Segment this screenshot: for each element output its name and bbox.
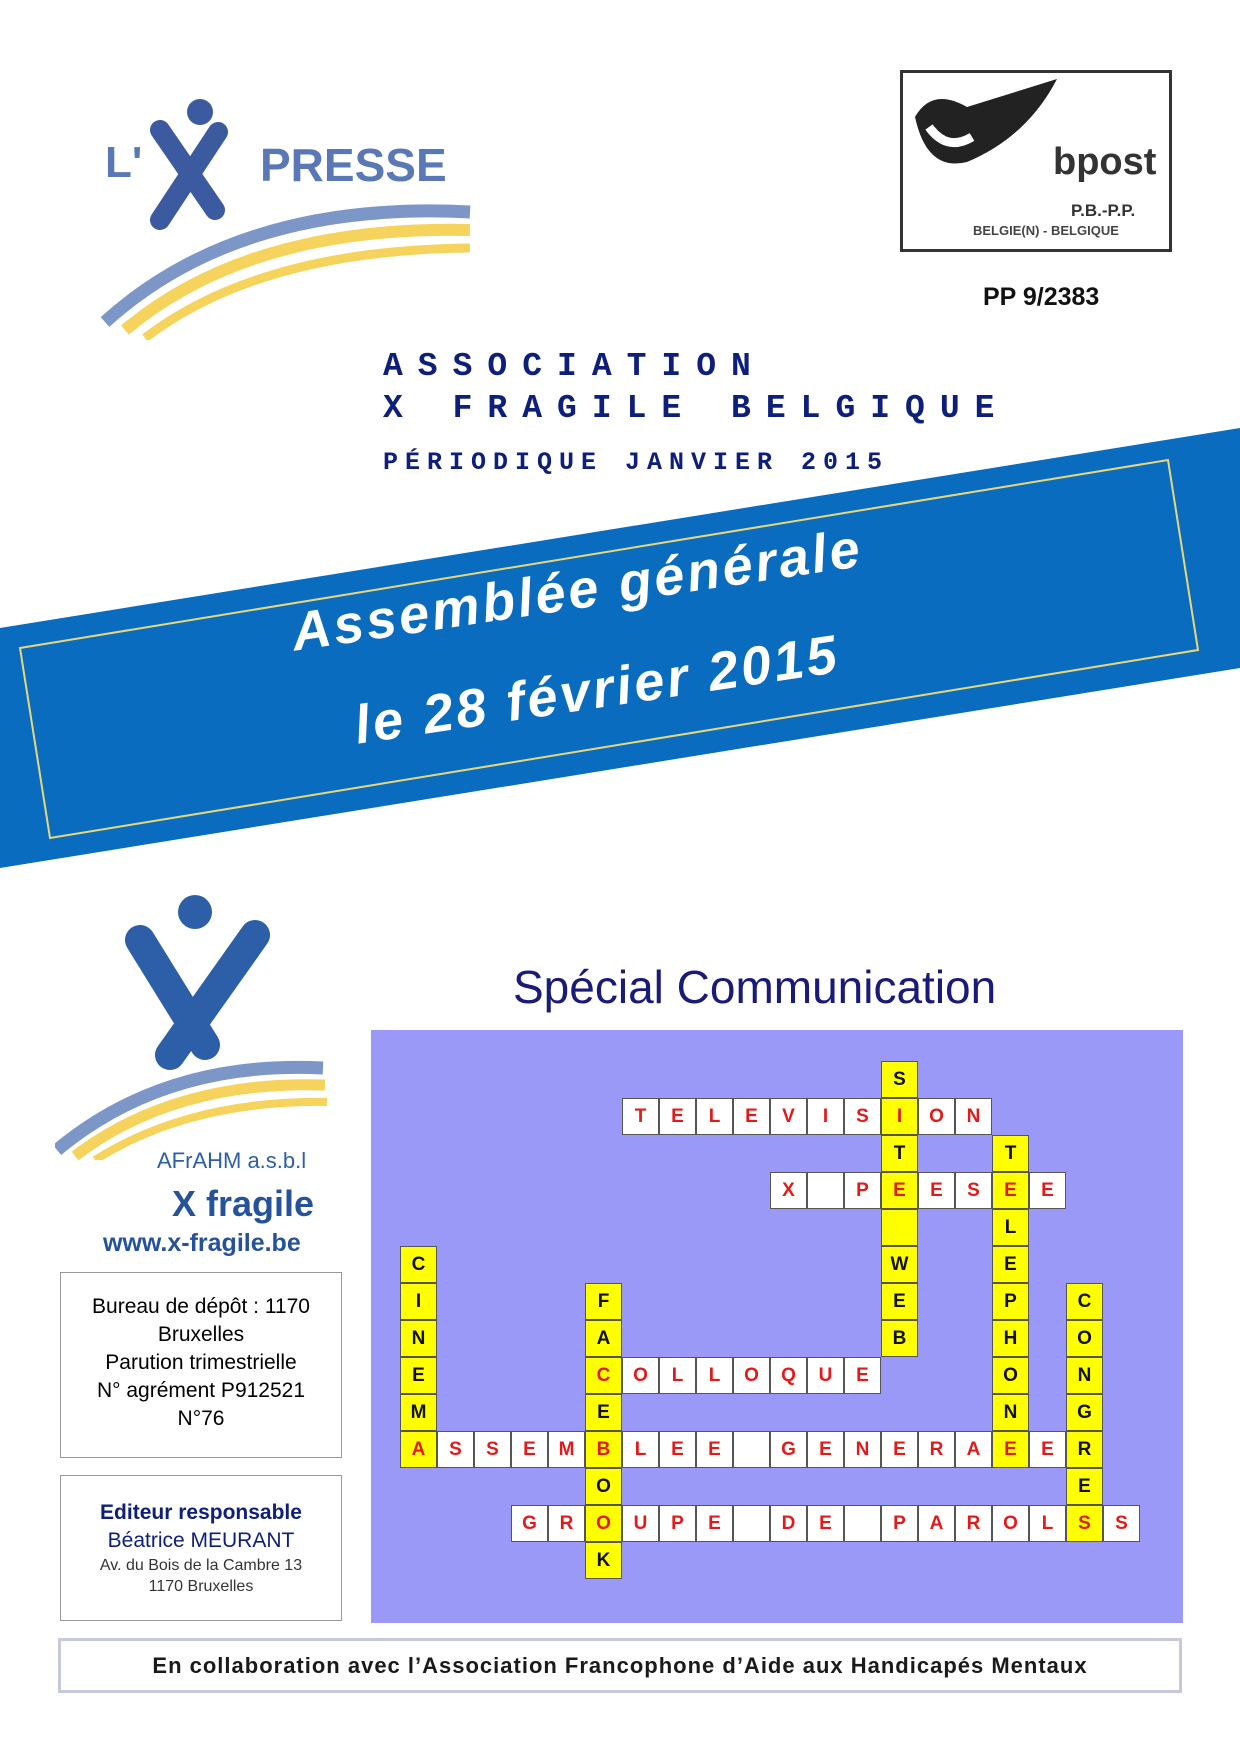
logo-presse-word: PRESSE <box>260 139 447 191</box>
crossword-cell: S <box>1066 1505 1103 1542</box>
banner-band <box>0 428 1240 868</box>
logo-l-prefix: L' <box>105 138 143 187</box>
depot-line-3: Parution trimestrielle <box>105 1351 297 1374</box>
crossword-cell: E <box>992 1246 1029 1283</box>
crossword-cell: N <box>992 1394 1029 1431</box>
editor-name: Béatrice MEURANT <box>107 1529 295 1552</box>
crossword-cell: P <box>844 1172 881 1209</box>
crossword-cell: U <box>622 1505 659 1542</box>
crossword-cell <box>733 1431 770 1468</box>
crossword-cell: C <box>1066 1283 1103 1320</box>
bpost-stamp <box>900 70 1172 252</box>
depot-info-box <box>60 1272 342 1458</box>
crossword-cell: E <box>881 1283 918 1320</box>
xfragile-logo <box>55 880 345 1160</box>
banner-title-line-2: le 28 février 2015 <box>350 623 844 756</box>
crossword-cell: E <box>881 1172 918 1209</box>
editor-address-1: Av. du Bois de la Cambre 13 <box>99 1557 303 1574</box>
crossword-cell: O <box>992 1505 1029 1542</box>
editor-info-box <box>60 1475 342 1621</box>
crossword-cell: P <box>659 1505 696 1542</box>
footer-text: En collaboration avec l’Association Francophone d’Aide aux Handicapés Mentaux <box>152 1652 1088 1678</box>
crossword-cell: O <box>1066 1320 1103 1357</box>
crossword-cell: L <box>1029 1505 1066 1542</box>
bpost-brand: bpost <box>1053 141 1157 183</box>
xfragile-logo-graphic <box>55 880 345 1160</box>
afrahm-name: AFrAHM a.s.b.l <box>157 1148 307 1173</box>
crossword-cell: S <box>1103 1505 1140 1542</box>
crossword-cell: Q <box>770 1357 807 1394</box>
crossword-cell: P <box>992 1283 1029 1320</box>
crossword-cell: E <box>696 1431 733 1468</box>
crossword-cell: C <box>400 1246 437 1283</box>
bpost-country: BELGIE(N) - BELGIQUE <box>973 223 1119 238</box>
crossword-cell: O <box>585 1468 622 1505</box>
footer-bar <box>58 1638 1182 1693</box>
banner-title-line-1: Assemblée générale <box>287 518 867 663</box>
crossword-cell: E <box>992 1431 1029 1468</box>
crossword-cell: E <box>659 1431 696 1468</box>
crossword-cell <box>807 1172 844 1209</box>
periodique-date: PÉRIODIQUE JANVIER 2015 <box>383 448 890 477</box>
crossword-cell: T <box>622 1098 659 1135</box>
crossword-cell: H <box>992 1320 1029 1357</box>
website-link[interactable]: www.x-fragile.be <box>103 1229 301 1257</box>
depot-line-1: Bureau de dépôt : 1170 <box>92 1295 310 1318</box>
xpresse-logo <box>90 90 490 340</box>
crossword-cell: E <box>696 1505 733 1542</box>
crossword-cell: B <box>585 1431 622 1468</box>
crossword-cell <box>881 1209 918 1246</box>
crossword-cell: O <box>733 1357 770 1394</box>
depot-line-5: N°76 <box>177 1407 225 1430</box>
crossword-cell: E <box>585 1394 622 1431</box>
crossword-cell: O <box>992 1357 1029 1394</box>
crossword-cell: E <box>992 1172 1029 1209</box>
crossword-cell: L <box>696 1357 733 1394</box>
crossword-cell: D <box>770 1505 807 1542</box>
crossword-cell: U <box>807 1357 844 1394</box>
special-communication-title: Spécial Communication <box>513 961 997 1013</box>
xpresse-logo-graphic <box>90 90 490 340</box>
crossword-cell: R <box>548 1505 585 1542</box>
crossword-cell: L <box>622 1431 659 1468</box>
crossword-cell: N <box>400 1320 437 1357</box>
crossword-cell: V <box>770 1098 807 1135</box>
crossword-cell: B <box>881 1320 918 1357</box>
pp-number: PP 9/2383 <box>983 283 1100 311</box>
crossword-cell: I <box>400 1283 437 1320</box>
crossword-cell: L <box>659 1357 696 1394</box>
crossword-cell: E <box>807 1431 844 1468</box>
bpost-horn-icon <box>907 77 1067 197</box>
crossword-cell: L <box>992 1209 1029 1246</box>
depot-line-2: Bruxelles <box>157 1323 245 1346</box>
crossword-cell: E <box>400 1357 437 1394</box>
crossword-cell: L <box>696 1098 733 1135</box>
crossword-cell: X <box>770 1172 807 1209</box>
crossword-panel <box>371 1030 1183 1623</box>
crossword-cell: F <box>585 1283 622 1320</box>
crossword-cell: S <box>437 1431 474 1468</box>
crossword-cell: T <box>992 1135 1029 1172</box>
crossword-cell: A <box>918 1505 955 1542</box>
crossword-cell: E <box>733 1098 770 1135</box>
crossword-cell: G <box>511 1505 548 1542</box>
crossword-cell: N <box>1066 1357 1103 1394</box>
crossword-cell: R <box>1066 1431 1103 1468</box>
depot-line-4: N° agrément P912521 <box>96 1379 306 1402</box>
crossword-cell: E <box>1029 1431 1066 1468</box>
crossword-cell: I <box>807 1098 844 1135</box>
crossword-cell: A <box>585 1320 622 1357</box>
crossword-cell: G <box>1066 1394 1103 1431</box>
crossword-cell: E <box>844 1357 881 1394</box>
crossword-cell: A <box>955 1431 992 1468</box>
crossword-cell: G <box>770 1431 807 1468</box>
crossword-cell: O <box>918 1098 955 1135</box>
bpost-pp: P.B.-P.P. <box>1071 201 1136 220</box>
crossword-cell: E <box>918 1172 955 1209</box>
crossword-cell <box>844 1505 881 1542</box>
association-line-2: X FRAGILE BELGIQUE <box>383 390 1010 427</box>
crossword-cell: O <box>585 1505 622 1542</box>
crossword-cell: M <box>400 1394 437 1431</box>
crossword-cell: N <box>955 1098 992 1135</box>
crossword-cell: S <box>844 1098 881 1135</box>
crossword-cell: O <box>622 1357 659 1394</box>
crossword-cell: S <box>955 1172 992 1209</box>
crossword-cell: C <box>585 1357 622 1394</box>
crossword-cell: R <box>918 1431 955 1468</box>
crossword-cell: E <box>807 1505 844 1542</box>
crossword-cell: E <box>881 1431 918 1468</box>
crossword-cell: N <box>844 1431 881 1468</box>
crossword-cell: P <box>881 1505 918 1542</box>
editor-title: Editeur responsable <box>100 1501 302 1524</box>
crossword-cell: I <box>881 1098 918 1135</box>
crossword-cell <box>733 1505 770 1542</box>
crossword-cell: W <box>881 1246 918 1283</box>
crossword-cell: T <box>881 1135 918 1172</box>
crossword-cell: E <box>659 1098 696 1135</box>
crossword-cell: E <box>1029 1172 1066 1209</box>
crossword-cell: E <box>1066 1468 1103 1505</box>
crossword-cell: R <box>955 1505 992 1542</box>
crossword-cell: K <box>585 1542 622 1579</box>
crossword-cell: M <box>548 1431 585 1468</box>
crossword-cell: S <box>474 1431 511 1468</box>
crossword-cell: S <box>881 1061 918 1098</box>
association-line-1: ASSOCIATION <box>383 348 766 385</box>
crossword-cell: A <box>400 1431 437 1468</box>
xfragile-name: X fragile <box>172 1183 315 1224</box>
editor-address-2: 1170 Bruxelles <box>148 1578 254 1595</box>
crossword-cell: E <box>511 1431 548 1468</box>
